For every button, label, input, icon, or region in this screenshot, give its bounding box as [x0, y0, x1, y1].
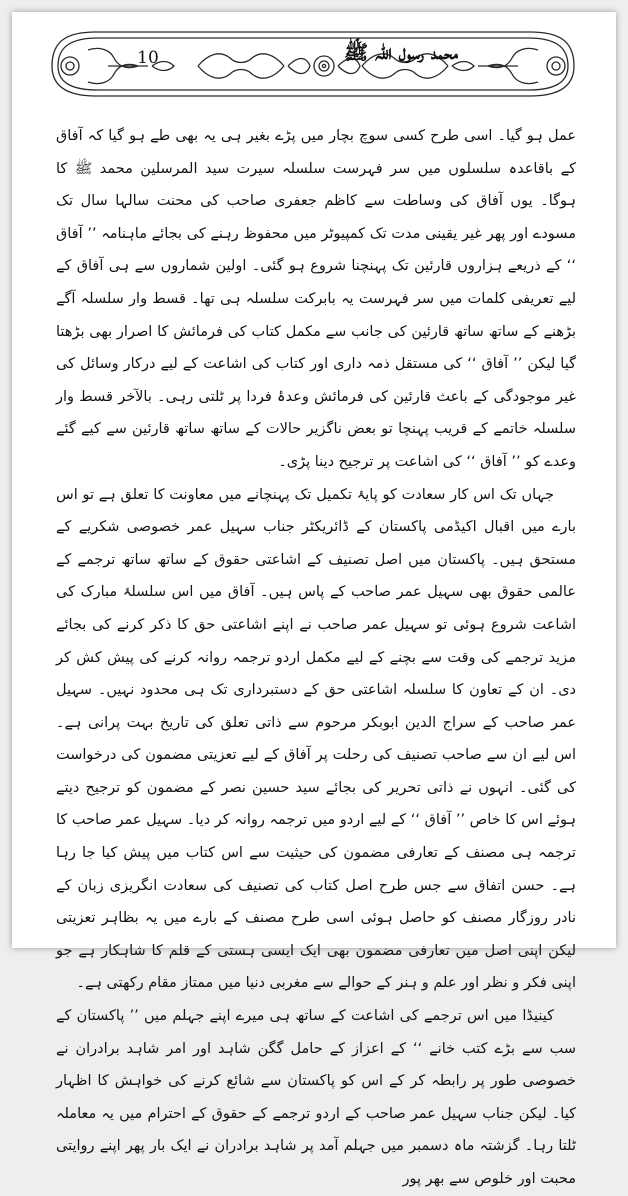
- book-page: [12, 12, 616, 1187]
- paragraph: جہاں تک اس کار سعادت کو پایۂ تکمیل تک پہنچانے میں معاونت کا تعلق ہے تو اس بارے میں اقبال اکیڈمی پاکستان کے ڈائریکٹر جناب سہیل عمر خصوصی شکریے کے مستحق ہیں۔ پاکستان میں اصل تصنیف کے اشاعتی حقوق کے ساتھ ساتھ ترجمے کے عالمی حقوق بھی سہیل عمر صاحب کے پاس ہیں۔ آفاق میں اس سلسلۂ مبارک کی اشاعت شروع ہوئی تو سہیل عمر صاحب نے اپنے اشاعتی حق کا ذکر کرنے کی بجائے مزید ترجمے کی وقت سے بچنے کے لیے مکمل اردو ترجمہ روانہ کرنے کی پیش کش کر دی۔ ان کے تعاون کا سلسلہ اشاعتی حق کے دستبرداری تک ہی محدود نہیں۔ سہیل عمر صاحب کے سراج الدین ابوبکر مرحوم سے ذاتی تعلق کی تاریخ بہت پرانی ہے۔ اس لیے ان سے صاحب تصنیف کی رحلت پر آفاق کے لیے تعزیتی مضمون کی درخواست کی گئی۔ انہوں نے ذاتی تحریر کی بجائے سید حسین نصر کے مضمون کو ترجیح دیتے ہوئے اس کا خاص ’’ آفاق ‘‘ کے لیے اردو میں ترجمہ روانہ کر دیا۔ سہیل عمر صاحب کا ترجمہ ہی مصنف کے تعارفی مضمون کی حیثیت سے اس کتاب میں پیش کیا جا رہا ہے۔ حسن اتفاق سے جس طرح اصل کتاب کی تصنیف کی سعادت انگریزی زبان کے نادر روزگار مصنف کو حاصل ہوئی اسی طرح مصنف کے بارے میں یہ بظاہر تعزیتی لیکن اپنی اصل میں تعارفی مضمون بھی ایک ایسی ہستی کے قلم کا شاہکار ہے جو اپنی فکر و نظر اور علم و ہنر کے حوالے سے مغربی دنیا میں ممتاز مقام رکھتی ہے۔: [56, 486, 576, 992]
- page-number: 10: [137, 48, 159, 68]
- paragraph: کینیڈا میں اس ترجمے کی اشاعت کے ساتھ ہی میرے اپنے جہلم میں ’’ پاکستان کے سب سے بڑے کتب خانے ‘‘ کے اعزاز کے حامل گگن شاہد اور امر شاہد برادران نے خصوصی طور پر رابطہ کر کے اس کو پاکستان سے شائع کرنے کی خواہش کا اظہار کیا۔ لیکن جناب سہیل عمر صاحب کے اردو ترجمے کے حقوق کے احترام میں یہ معاملہ ٹلتا رہا۔ گزشتہ ماہ دسمبر میں جہلم آمد پر شاہد برادران نے ایک بار پھر اپنے روایتی محبت اور خلوص سے بھر پور: [56, 1008, 576, 1187]
- ornamental-header: [48, 26, 578, 106]
- paragraph: عمل ہو گیا۔ اسی طرح کسی سوچ بچار میں پڑے بغیر ہی یہ بھی طے ہو گیا کہ آفاق کے باقاعدہ سلسلوں میں سر فہرست سلسلہ سیرت سید المرسلین محمد ﷺ کا ہوگا۔ یوں آفاق کی وساطت سے کاظم جعفری صاحب کی محنت سالہا سال تک مسودے اور پھر غیر یقینی مدت تک کمپیوٹر میں محفوظ رہنے کی بجائے ماہنامہ ’’ آفاق ‘‘ کے ذریعے ہزاروں قارئین تک پہنچنا شروع ہو گئی۔ اولین شماروں سے ہی آفاق کے لیے تعریفی کلمات میں سر فہرست یہ بابرکت سلسلہ ہی تھا۔ قسط وار سلسلہ آگے بڑھنے کے ساتھ ساتھ قارئین کی جانب سے مکمل کتاب کی فرمائش کا اصرار بھی بڑھتا گیا لیکن ’’ آفاق ‘‘ کی مستقل ذمہ داری اور کتاب کی اشاعت کے لیے درکار وسائل کی غیر موجودگی کے باعث قارئین کی فرمائش وعدۂ فردا پر ٹلتی رہی۔ بالآخر قسط وار سلسلہ خاتمے کے قریب پہنچا تو بعض ناگزیر حالات کے ساتھ ساتھ قارئین سے کیے گئے وعدے کو ’’ آفاق ‘‘ کی اشاعت پر ترجیح دینا پڑی۔: [56, 128, 576, 470]
- running-title: محمد رسول اللہ ﷺ: [344, 40, 458, 64]
- body-text: [56, 120, 576, 1196]
